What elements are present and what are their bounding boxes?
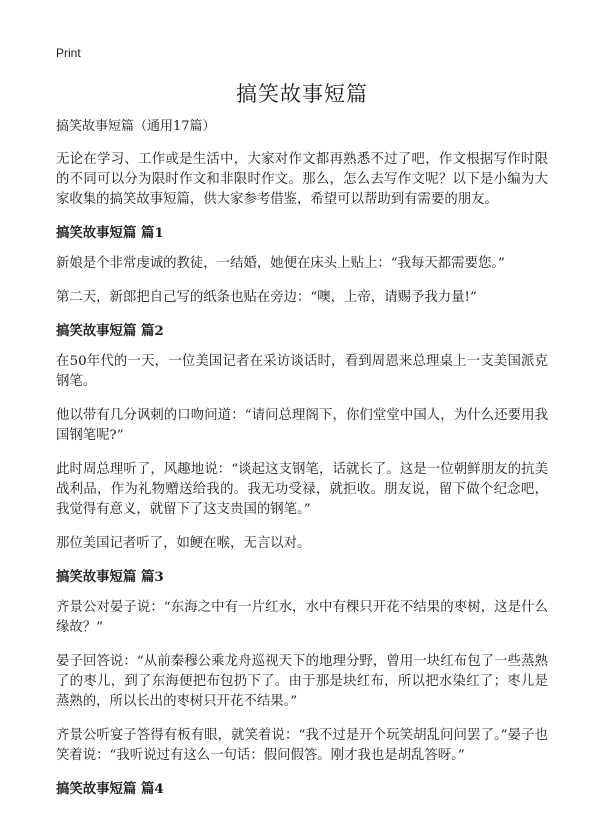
section-heading-3: 搞笑故事短篇 篇3 bbox=[56, 569, 164, 585]
section-2-paragraph: 他以带有几分讽刺的口吻问道：“请问总理阁下，你们堂堂中国人，为什么还要用我国钢笔呢?” bbox=[56, 408, 548, 443]
section-2-paragraph: 那位美国记者听了，如鲠在喉，无言以对。 bbox=[56, 536, 311, 551]
section-3-paragraph: 齐景公对晏子说：“东海之中有一片红水，水中有棵只开花不结果的枣树，这是什么缘故？” bbox=[56, 600, 548, 635]
section-3-paragraph: 齐景公听宴子答得有板有眼，就笑着说：“我不过是开个玩笑胡乱问问罢了。”晏子也笑着说：“我听说过有这么一句话：假问假答。刚才我也是胡乱答呀。” bbox=[56, 728, 548, 763]
document-title: 搞笑故事短篇 bbox=[236, 82, 368, 106]
section-heading-1: 搞笑故事短篇 篇1 bbox=[56, 225, 164, 241]
section-1-paragraph: 第二天，新郎把自己写的纸条也贴在旁边：“噢，上帝，请赐予我力量!” bbox=[56, 290, 477, 305]
section-2-paragraph: 此时周总理听了，风趣地说：“谈起这支钢笔，话就长了。这是一位朝鲜朋友的抗美战利品，作为礼物赠送给我的。我无功受禄，就拒收。朋友说，留下做个纪念吧，我觉得有意义，就留下了这支贵国的钢笔。” bbox=[56, 462, 548, 517]
document-subtitle: 搞笑故事短篇（通用17篇） bbox=[56, 119, 216, 134]
section-3-paragraph: 晏子回答说：“从前秦穆公乘龙舟巡视天下的地理分野，曾用一块红布包了一些蒸熟了的枣儿，到了东海便把布包扔下了。由于那是块红布，所以把水染红了；枣儿是蒸熟的，所以长出的枣树只开花不结果。” bbox=[56, 654, 548, 709]
intro-paragraph: 无论在学习、工作或是生活中，大家对作文都再熟悉不过了吧，作文根据写作时限的不同可以分为限时作文和非限时作文。那么，怎么去写作文呢？以下是小编为大家收集的搞笑故事短篇，供大家参考借鉴，希望可以帮助到有需要的朋友。 bbox=[56, 152, 548, 207]
section-1-paragraph: 新娘是个非常虔诚的教徒，一结婚，她便在床头上贴上：“我每天都需要您。” bbox=[56, 256, 505, 271]
section-2-paragraph: 在50年代的一天，一位美国记者在采访谈话时，看到周恩来总理桌上一支美国派克钢笔。 bbox=[56, 354, 548, 389]
section-heading-2: 搞笑故事短篇 篇2 bbox=[56, 323, 164, 339]
document-body bbox=[56, 118, 548, 810]
print-label: Print bbox=[56, 46, 81, 60]
section-heading-4: 搞笑故事短篇 篇4 bbox=[56, 781, 164, 797]
